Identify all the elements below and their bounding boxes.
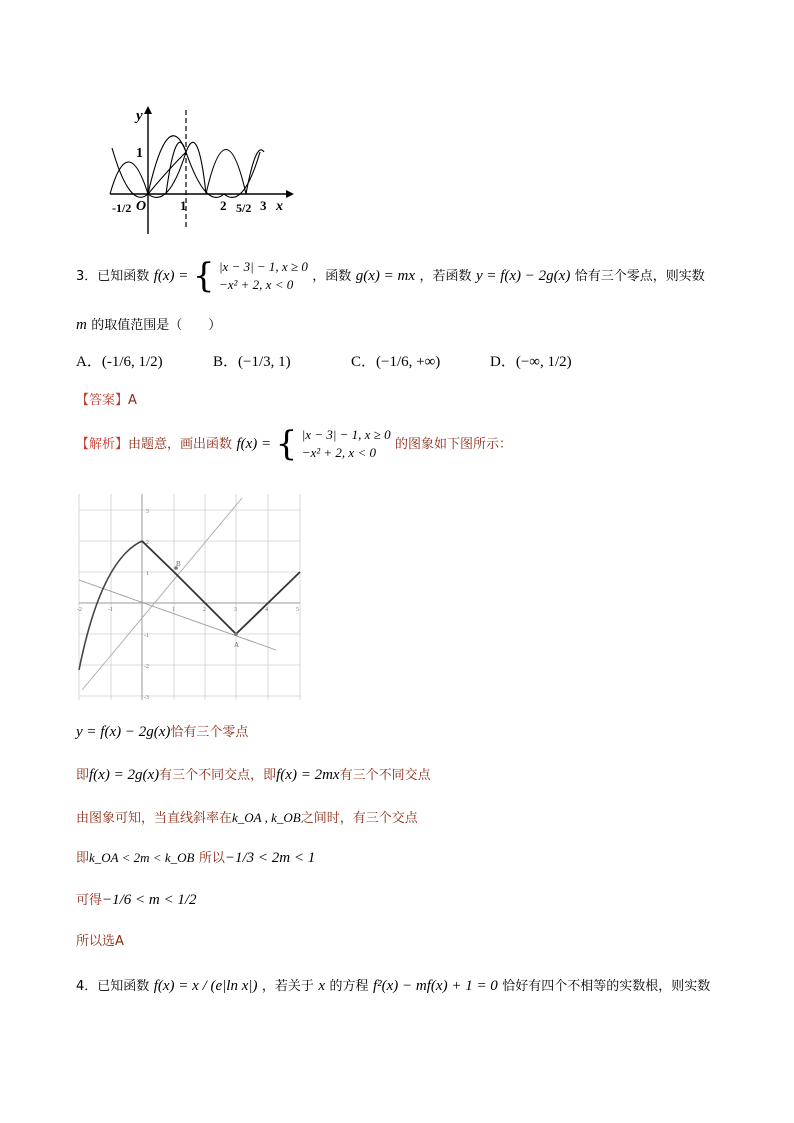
- analysis-case2: −x² + 2, x < 0: [301, 445, 376, 460]
- analysis-fx: f(x) =: [236, 436, 272, 452]
- analysis-tail: 的图象如下图所示：: [395, 437, 513, 452]
- q3-answer: [76, 389, 137, 408]
- solution-line4: 即k_OA < 2m < k_OB 所以−1/3 < 2m < 1: [76, 850, 316, 866]
- graph2-xtick-5: 5: [296, 607, 299, 613]
- graph1-x-label: x: [276, 199, 283, 214]
- analysis-case1: |x − 3| − 1, x ≥ 0: [301, 427, 391, 442]
- q3-yfx: y = f(x) − 2g(x): [475, 268, 571, 284]
- solution-line6: 所以选A: [76, 934, 124, 949]
- graph2-ytick-1: 1: [146, 571, 149, 577]
- graph2-label-a: A: [234, 641, 240, 649]
- q3-analysis: 【解析】由题意，画出函数 f(x) = { |x − 3| − 1, x ≥ 0 −x² + 2, x < 0 的图象如下图所示：: [76, 424, 513, 464]
- q3-option-d[interactable]: D．(−∞, 1/2): [490, 354, 572, 370]
- q3-option-a[interactable]: A．(-1/6, 1/2): [76, 354, 163, 370]
- q3-number: 3．已知函数: [76, 269, 150, 284]
- graph2-xtick-neg1: -1: [108, 607, 113, 613]
- graph2-label-b: B: [176, 560, 181, 568]
- q3-case1: |x − 3| − 1, x ≥ 0: [218, 259, 308, 274]
- q3-line1: 3．已知函数 f(x) = { |x − 3| − 1, x ≥ 0 −x² + 2, x < 0 ，函数 g(x) = mx ，若函数 y = f(x) − 2g(x) 恰有三个零点，则实数: [76, 256, 705, 296]
- answer-value: A: [128, 393, 137, 408]
- answer-tag: 【答案】: [76, 393, 129, 408]
- graph2-ytick-2: 2: [146, 540, 149, 546]
- graph-2: [76, 490, 304, 702]
- graph1-tick-2: 2: [220, 198, 227, 213]
- analysis-intro: 由题意，画出函数: [128, 437, 233, 452]
- graph1-y-label: y: [136, 108, 143, 124]
- q3-mid: ，函数: [312, 269, 352, 284]
- solution-line1: y = f(x) − 2g(x)恰有三个零点: [76, 724, 249, 740]
- analysis-tag: 【解析】: [76, 437, 129, 452]
- q3-fx: f(x) =: [153, 268, 189, 284]
- q3-line2-text: 的取值范围是（ ）: [91, 318, 222, 333]
- q3-line2-var: m: [76, 317, 87, 333]
- q3-tail: 恰有三个零点，则实数: [574, 269, 705, 284]
- q3-mid2: ，若函数: [419, 269, 472, 284]
- q3-option-b[interactable]: B．(−1/3, 1): [213, 354, 291, 370]
- graph2-xtick-2: 2: [203, 607, 206, 613]
- graph-1: [108, 100, 298, 240]
- graph2-xtick-1: 1: [172, 607, 175, 613]
- solution-line3: 由图象可知，当直线斜率在k_OA , k_OB之间时，有三个交点: [76, 810, 418, 826]
- q3-option-c[interactable]: C．(−1/6, +∞): [351, 354, 441, 370]
- graph1-origin-label: O: [136, 199, 147, 214]
- graph2-xtick-4: 4: [265, 607, 268, 613]
- graph2-ytick-neg2: -2: [144, 664, 149, 670]
- graph2-ytick-neg3: -3: [144, 695, 149, 701]
- graph1-one-label: 1: [136, 146, 143, 161]
- q3-line2: [76, 314, 221, 334]
- q3-case2: −x² + 2, x < 0: [218, 277, 294, 292]
- q4-line: 4．已知函数 f(x) = x / (e|ln x|) ，若关于 x 的方程 f²(x) − mf(x) + 1 = 0 恰好有四个不相等的实数根，则实数: [76, 978, 711, 994]
- q3-gx: g(x) = mx: [355, 268, 416, 284]
- graph2-xtick-3: 3: [234, 607, 237, 613]
- graph1-tick-5-2: 5/2: [236, 201, 252, 215]
- solution-line5: 可得−1/6 < m < 1/2: [76, 892, 197, 908]
- solution-line2: 即f(x) = 2g(x)有三个不同交点，即f(x) = 2mx有三个不同交点: [76, 767, 431, 783]
- graph2-ytick-neg1: -1: [144, 633, 149, 639]
- graph1-tick-neg-half: -1/2: [112, 201, 132, 215]
- graph2-ytick-3: 3: [146, 509, 149, 515]
- graph1-tick-3: 3: [260, 198, 267, 213]
- graph1-tick-1: 1: [180, 198, 187, 213]
- graph2-xtick-neg2: -2: [77, 607, 82, 613]
